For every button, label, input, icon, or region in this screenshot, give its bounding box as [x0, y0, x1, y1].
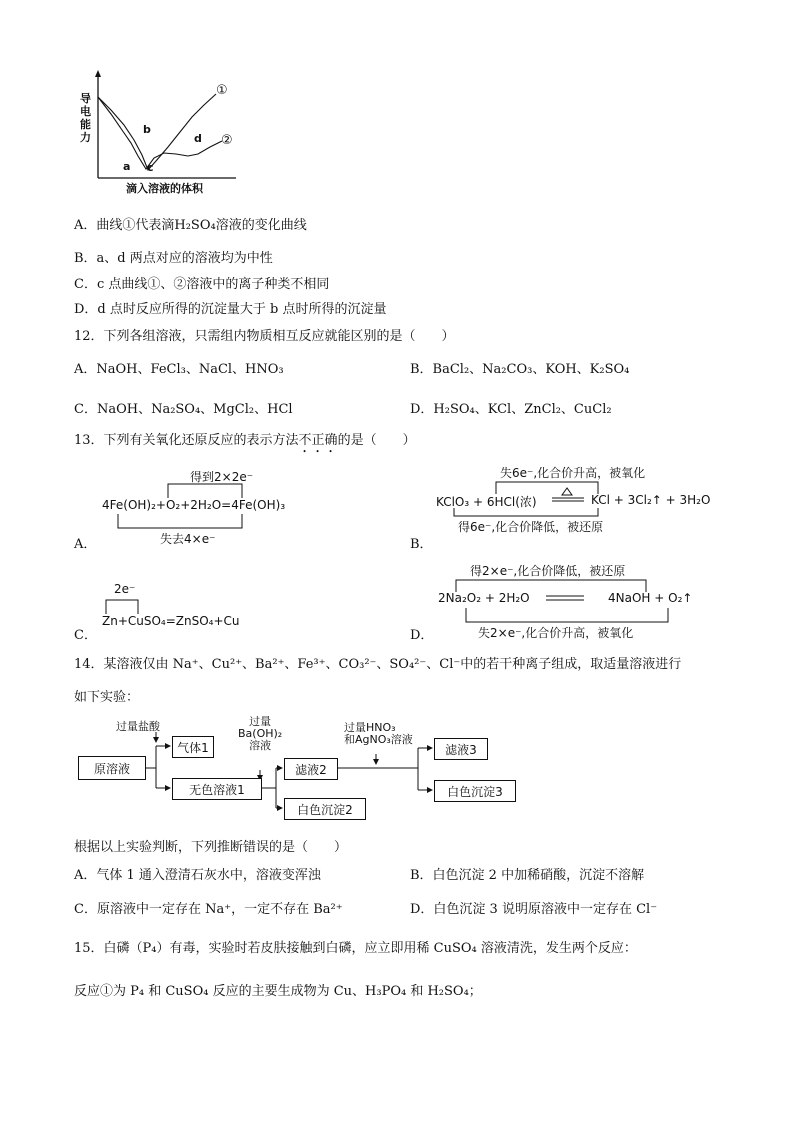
ylabel-char: 力: [80, 131, 91, 144]
q13-stem-emphasis: 不正确: [298, 433, 338, 448]
q13-d-diagram: [436, 558, 706, 646]
curve-1-label: ①: [216, 83, 228, 98]
q13-d-equation-right: 4NaOH + O₂↑: [608, 591, 693, 605]
flow-box-gas-1: 气体1: [172, 736, 214, 758]
flow-label-hno3-line: 过量HNO₃: [344, 721, 396, 734]
q12-option-d: D．H₂SO₄、KCl、ZnCl₂、CuCl₂: [410, 402, 612, 417]
flow-box-white-precipitate-2: 白色沉淀2: [284, 798, 366, 820]
q13-c-top-label: 2e⁻: [114, 582, 136, 596]
curve-2: [98, 97, 222, 169]
point-b-label: b: [143, 123, 151, 136]
point-a-label: a: [123, 160, 131, 173]
flow-label-excess-hcl: 过量盐酸: [116, 720, 160, 733]
q14-stem-line1: 14．某溶液仅由 Na⁺、Cu²⁺、Ba²⁺、Fe³⁺、CO₃²⁻、SO₄²⁻、Cl⁻中的若干种离子组成，取适量溶液进行: [74, 657, 682, 672]
q11-option-a: A．曲线①代表滴H₂SO₄溶液的变化曲线: [74, 218, 307, 233]
q12-option-a: A．NaOH、FeCl₃、NaCl、HNO₃: [74, 362, 284, 377]
flow-box-white-precipitate-3: 白色沉淀3: [434, 780, 516, 802]
graph-xlabel: 滴入溶液的体积: [126, 182, 203, 195]
q12-option-c: C．NaOH、Na₂SO₄、MgCl₂、HCl: [74, 402, 293, 417]
q13-a-diagram: [100, 462, 300, 552]
y-axis-arrow: [95, 70, 101, 77]
q13-d-letter: D．: [410, 628, 434, 643]
flow-label-baoh2: [238, 716, 282, 752]
q14-stem-line2: 如下实验：: [74, 690, 140, 705]
q11-option-b: B．a、d 两点对应的溶液均为中性: [74, 251, 273, 266]
q14-flowchart: [76, 715, 516, 828]
q13-d-bottom-label: 失2×e⁻,化合价升高，被氧化: [478, 626, 634, 640]
curve-2-label: ②: [221, 133, 233, 148]
flow-label-baoh2-line: 过量: [249, 715, 272, 728]
q12-option-b: B．BaCl₂、Na₂CO₃、KOH、K₂SO₄: [410, 362, 630, 377]
ylabel-char: 能: [80, 118, 91, 131]
q14-option-c: C．原溶液中一定存在 Na⁺，一定不存在 Ba²⁺: [74, 902, 343, 917]
q15-line2: 反应①为 P₄ 和 CuSO₄ 反应的主要生成物为 Cu、H₃PO₄ 和 H₂SO₄；: [74, 984, 482, 999]
flow-label-hno3-line: 和AgNO₃溶液: [344, 733, 413, 746]
q14-question: 根据以上实验判断，下列推断错误的是（ ）: [74, 840, 348, 855]
q13-c-equation: Zn+CuSO₄=ZnSO₄+Cu: [102, 614, 240, 628]
ylabel-char: 电: [80, 105, 91, 118]
q13-b-equation-left: KClO₃ + 6HCl(浓): [436, 495, 537, 509]
q14-option-d: D．白色沉淀 3 说明原溶液中一定存在 Cl⁻: [410, 902, 658, 917]
q13-stem: [74, 432, 416, 456]
q13-b-diagram: [434, 460, 724, 550]
q13-c-diagram: [102, 580, 262, 630]
q13-a-letter: A．: [74, 537, 97, 552]
q13-b-bottom-label: 得6e⁻,化合价降低，被还原: [458, 520, 604, 534]
point-d-label: d: [194, 132, 202, 145]
q13-c-letter: C．: [74, 628, 97, 643]
flow-label-hno3-agno3: [344, 722, 413, 746]
flow-box-colorless-solution-1: 无色溶液1: [172, 778, 262, 800]
flow-box-filtrate-2: 滤液2: [284, 758, 338, 780]
q13-a-bottom-label: 失去4×e⁻: [160, 532, 216, 546]
flow-label-baoh2-line: 溶液: [249, 739, 272, 752]
flow-box-filtrate-3: 滤液3: [434, 738, 488, 760]
q13-stem-pre: 13．下列有关氧化还原反应的表示方法: [74, 433, 299, 448]
q11-option-c: C．c 点曲线①、②溶液中的离子种类不相同: [74, 277, 330, 292]
q13-b-equation-right: KCl + 3Cl₂↑ + 3H₂O: [591, 493, 711, 507]
q11-option-d: D．d 点时反应所得的沉淀量大于 b 点时所得的沉淀量: [74, 302, 387, 317]
q13-d-top-label: 得2×e⁻,化合价降低，被还原: [470, 564, 626, 578]
q13-d-equation-left: 2Na₂O₂ + 2H₂O: [438, 591, 530, 605]
q13-a-equation: 4Fe(OH)₂+O₂+2H₂O=4Fe(OH)₃: [102, 498, 286, 512]
q14-option-a: A．气体 1 通入澄清石灰水中，溶液变浑浊: [74, 868, 321, 883]
q13-stem-post: 的是（ ）: [337, 433, 416, 448]
q15-line1: 15．白磷（P₄）有毒，实验时若皮肤接触到白磷，应立即用稀 CuSO₄ 溶液清洗，发生两个反应：: [74, 941, 637, 956]
point-c-label: c: [147, 161, 154, 174]
ylabel-char: 导: [80, 92, 91, 105]
q13-a-top-label: 得到2×2e⁻: [190, 470, 254, 484]
q12-stem: 12．下列各组溶液，只需组内物质相互反应就能区别的是（ ）: [74, 329, 455, 344]
q13-b-letter: B．: [410, 537, 433, 552]
q13-b-top-label: 失6e⁻,化合价升高，被氧化: [500, 466, 646, 480]
conductivity-graph: [76, 70, 246, 195]
graph-ylabel: [80, 92, 91, 144]
flow-box-original-solution: 原溶液: [78, 756, 146, 780]
flow-label-baoh2-line: Ba(OH)₂: [238, 727, 283, 740]
q14-option-b: B．白色沉淀 2 中加稀硝酸，沉淀不溶解: [410, 868, 645, 883]
